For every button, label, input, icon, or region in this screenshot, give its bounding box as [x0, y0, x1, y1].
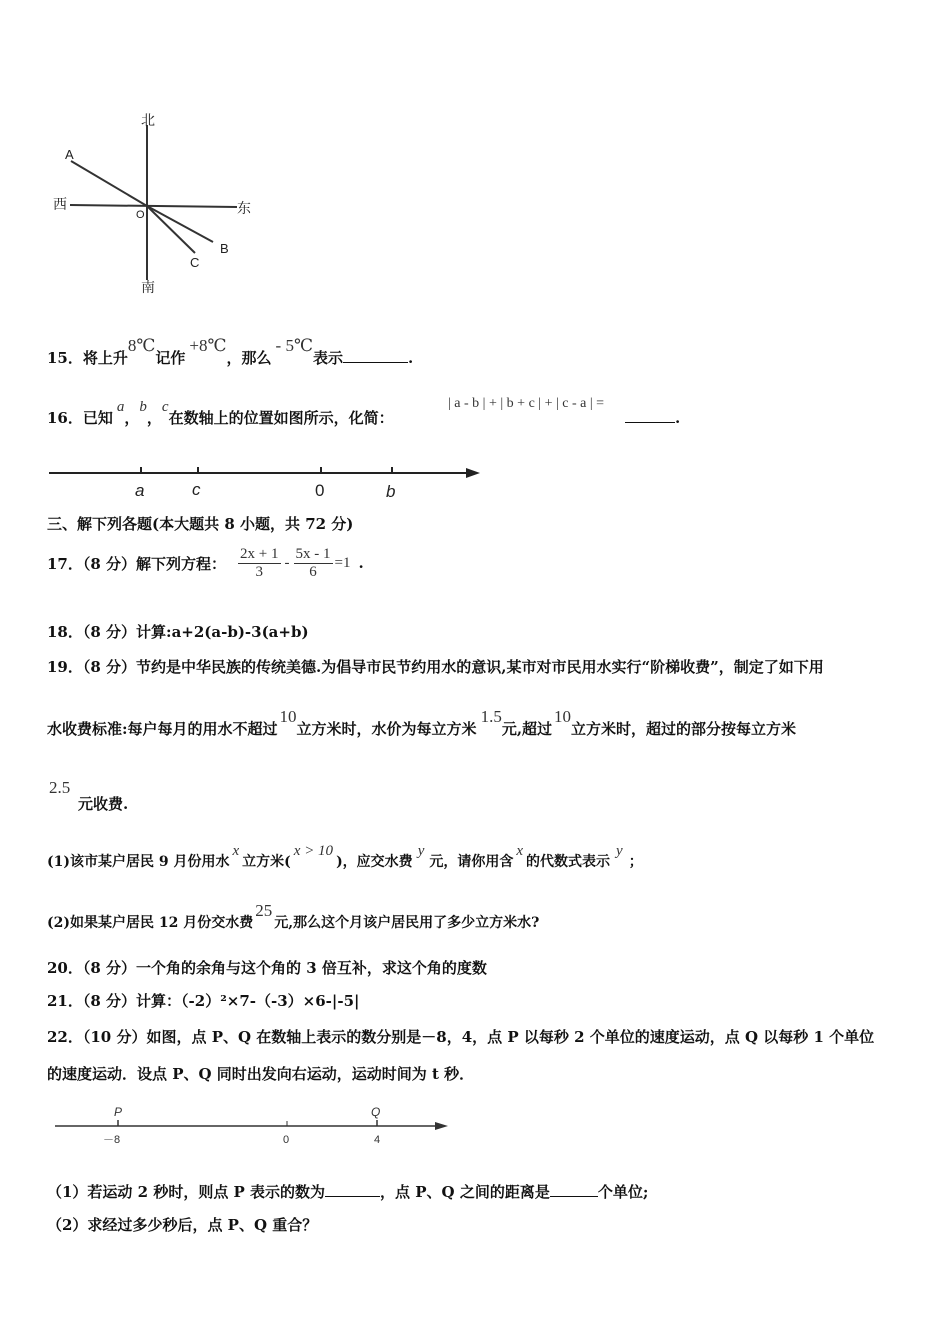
q19-var-x1: x: [232, 843, 240, 859]
q19-p1-text-c: )，应交水费: [336, 854, 413, 870]
q19-p1-text-b: 立方米(: [242, 854, 291, 870]
q16-comma-2: ，: [146, 409, 162, 427]
question-19-line-1: 19．（8 分）节约是中华民族的传统美德.为倡导市民节约用水的意识,某市对市民用水实行“阶梯收费”，制定了如下用: [47, 658, 824, 676]
q17-minus: -: [284, 554, 290, 571]
q19-var-y2: y: [616, 843, 623, 859]
question-22-line-1: 22．（10 分）如图，点 P、Q 在数轴上表示的数分别是－8，4，点 P 以每秒 2 个单位的速度运动，点 Q 以每秒 1 个单位: [47, 1028, 875, 1046]
question-18: 18．（8 分）计算:a+2(a-b)-3(a+b): [47, 623, 309, 641]
label-c: c: [192, 480, 201, 499]
q17-fraction-1: [238, 546, 280, 581]
north-label: 北: [141, 112, 155, 128]
ray-oc: [147, 206, 195, 253]
q19-p2-text-b: 元,那么这个月该户居民用了多少立方米水?: [274, 915, 540, 931]
q22-s1-text-c: 个单位;: [597, 1183, 649, 1201]
q15-value-2: +8℃: [189, 336, 227, 355]
west-east-line: [70, 205, 237, 207]
number-line-1: [45, 458, 485, 506]
q17-numerator-2: 5x - 1: [295, 545, 331, 562]
tick-q-label: 4: [374, 1134, 381, 1146]
question-17: [47, 539, 364, 587]
q19-p1-text-f: ；: [628, 854, 643, 870]
q16-answer-blank[interactable]: [625, 422, 675, 423]
q19-text-2c: 元,超过: [501, 720, 553, 738]
question-19-line-2: [47, 707, 797, 739]
origin-label: O: [136, 209, 145, 221]
question-19-part-1: [47, 843, 643, 871]
point-c-label: C: [190, 255, 200, 270]
q19-var-y1: y: [417, 843, 425, 859]
label-b: b: [386, 482, 396, 501]
question-19-line-3: 元收费.: [78, 795, 129, 813]
q19-p2-text-a: (2)如果某户居民 12 月份交水费: [47, 915, 254, 931]
section-3-heading: 三、解下列各题(本大题共 8 小题，共 72 分): [47, 515, 354, 533]
q19-condition: x > 10: [293, 843, 334, 859]
point-a-label: A: [65, 147, 74, 162]
q16-expression: | a - b | + | b + c | + | c - a | =: [448, 396, 605, 411]
q16-var-b: b: [139, 399, 147, 415]
q19-text-2d: 立方米时，超过的部分按每立方米: [571, 720, 797, 738]
q22-s1-text-a: （1）若运动 2 秒时，则点 P 表示的数为: [47, 1183, 326, 1201]
q16-text: 16．已知: [47, 409, 113, 427]
question-22-part-1: [47, 1181, 648, 1202]
q17-fraction-2: [294, 546, 333, 581]
east-label: 东: [237, 200, 251, 216]
q17-denominator-1: 3: [255, 563, 264, 580]
question-20: 20．（8 分）一个角的余角与这个角的 3 倍互补，求这个角的度数: [47, 959, 487, 977]
point-q-label: Q: [371, 1105, 381, 1119]
question-19-part-2: [47, 901, 540, 932]
q15-value-1: 8℃: [127, 336, 156, 355]
south-label: 南: [141, 279, 155, 295]
q16-var-a: a: [116, 399, 125, 415]
west-label: 西: [53, 196, 67, 212]
q19-var-x2: x: [516, 843, 524, 859]
point-b-label: B: [220, 241, 229, 256]
number-line-1-arrow: [466, 468, 480, 478]
ray-ob: [147, 206, 213, 242]
q15-answer-blank[interactable]: [343, 362, 408, 363]
q16-text-2: 在数轴上的位置如图所示，化简：: [168, 409, 394, 427]
point-p-label: P: [114, 1105, 123, 1119]
q15-text-3: ，那么: [226, 349, 272, 367]
q15-text: 15．将上升: [47, 349, 128, 367]
q17-text-2: .: [358, 554, 364, 572]
question-22-part-2: （2）求经过多少秒后，点 P、Q 重合？: [47, 1216, 318, 1234]
question-16: [47, 399, 394, 428]
q22-p-value-blank[interactable]: [325, 1196, 380, 1197]
q15-text-4: 表示: [312, 349, 343, 367]
q19-p1-text-e: 的代数式表示: [526, 854, 611, 870]
q19-p1-text-a: (1)该市某户居民 9 月份用水: [47, 854, 230, 870]
q16-comma-1: ，: [124, 409, 140, 427]
q15-text-5: .: [408, 349, 414, 367]
q19-value-1-5: 1.5: [480, 707, 502, 726]
label-a: a: [135, 481, 145, 500]
q19-text-2a: 水收费标准:每户每月的用水不超过: [47, 720, 278, 738]
q22-s1-text-b: ，点 P、Q 之间的距离是: [380, 1183, 550, 1201]
q22-distance-blank[interactable]: [550, 1196, 598, 1197]
question-21: 21．（8 分）计算：（-2）²×7-（-3）×6-|-5|: [47, 992, 360, 1010]
tick-p-label: －8: [103, 1134, 121, 1146]
q16-var-c: c: [161, 399, 169, 415]
q16-answer: [625, 409, 680, 427]
number-line-2: [45, 1100, 460, 1148]
q15-value-3: - 5℃: [275, 336, 313, 355]
tick-zero-label: 0: [283, 1134, 290, 1146]
q19-text-2b: 立方米时，水价为每立方米: [296, 720, 477, 738]
q16-text-3: .: [675, 409, 681, 427]
q19-value-10a: 10: [279, 707, 297, 726]
q19-value-10b: 10: [554, 707, 572, 726]
q19-p1-text-d: 元，请你用含: [429, 854, 514, 870]
q17-equals: =1: [334, 554, 351, 571]
q19-value-25: 25: [255, 901, 273, 920]
q17-denominator-2: 6: [309, 563, 317, 580]
q15-text-2: 记作: [155, 349, 186, 367]
ray-oa: [71, 161, 147, 206]
number-line-2-arrow: [435, 1122, 448, 1130]
question-15: [47, 336, 414, 368]
q17-text: 17．（8 分）解下列方程：: [47, 554, 227, 573]
question-22-line-2: 的速度运动．设点 P、Q 同时出发向右运动，运动时间为 t 秒．: [47, 1065, 475, 1083]
label-0: 0: [315, 481, 325, 500]
compass-figure: [45, 105, 275, 305]
q19-value-2-5: 2.5: [49, 778, 71, 797]
q17-numerator-1: 2x + 1: [240, 545, 279, 562]
